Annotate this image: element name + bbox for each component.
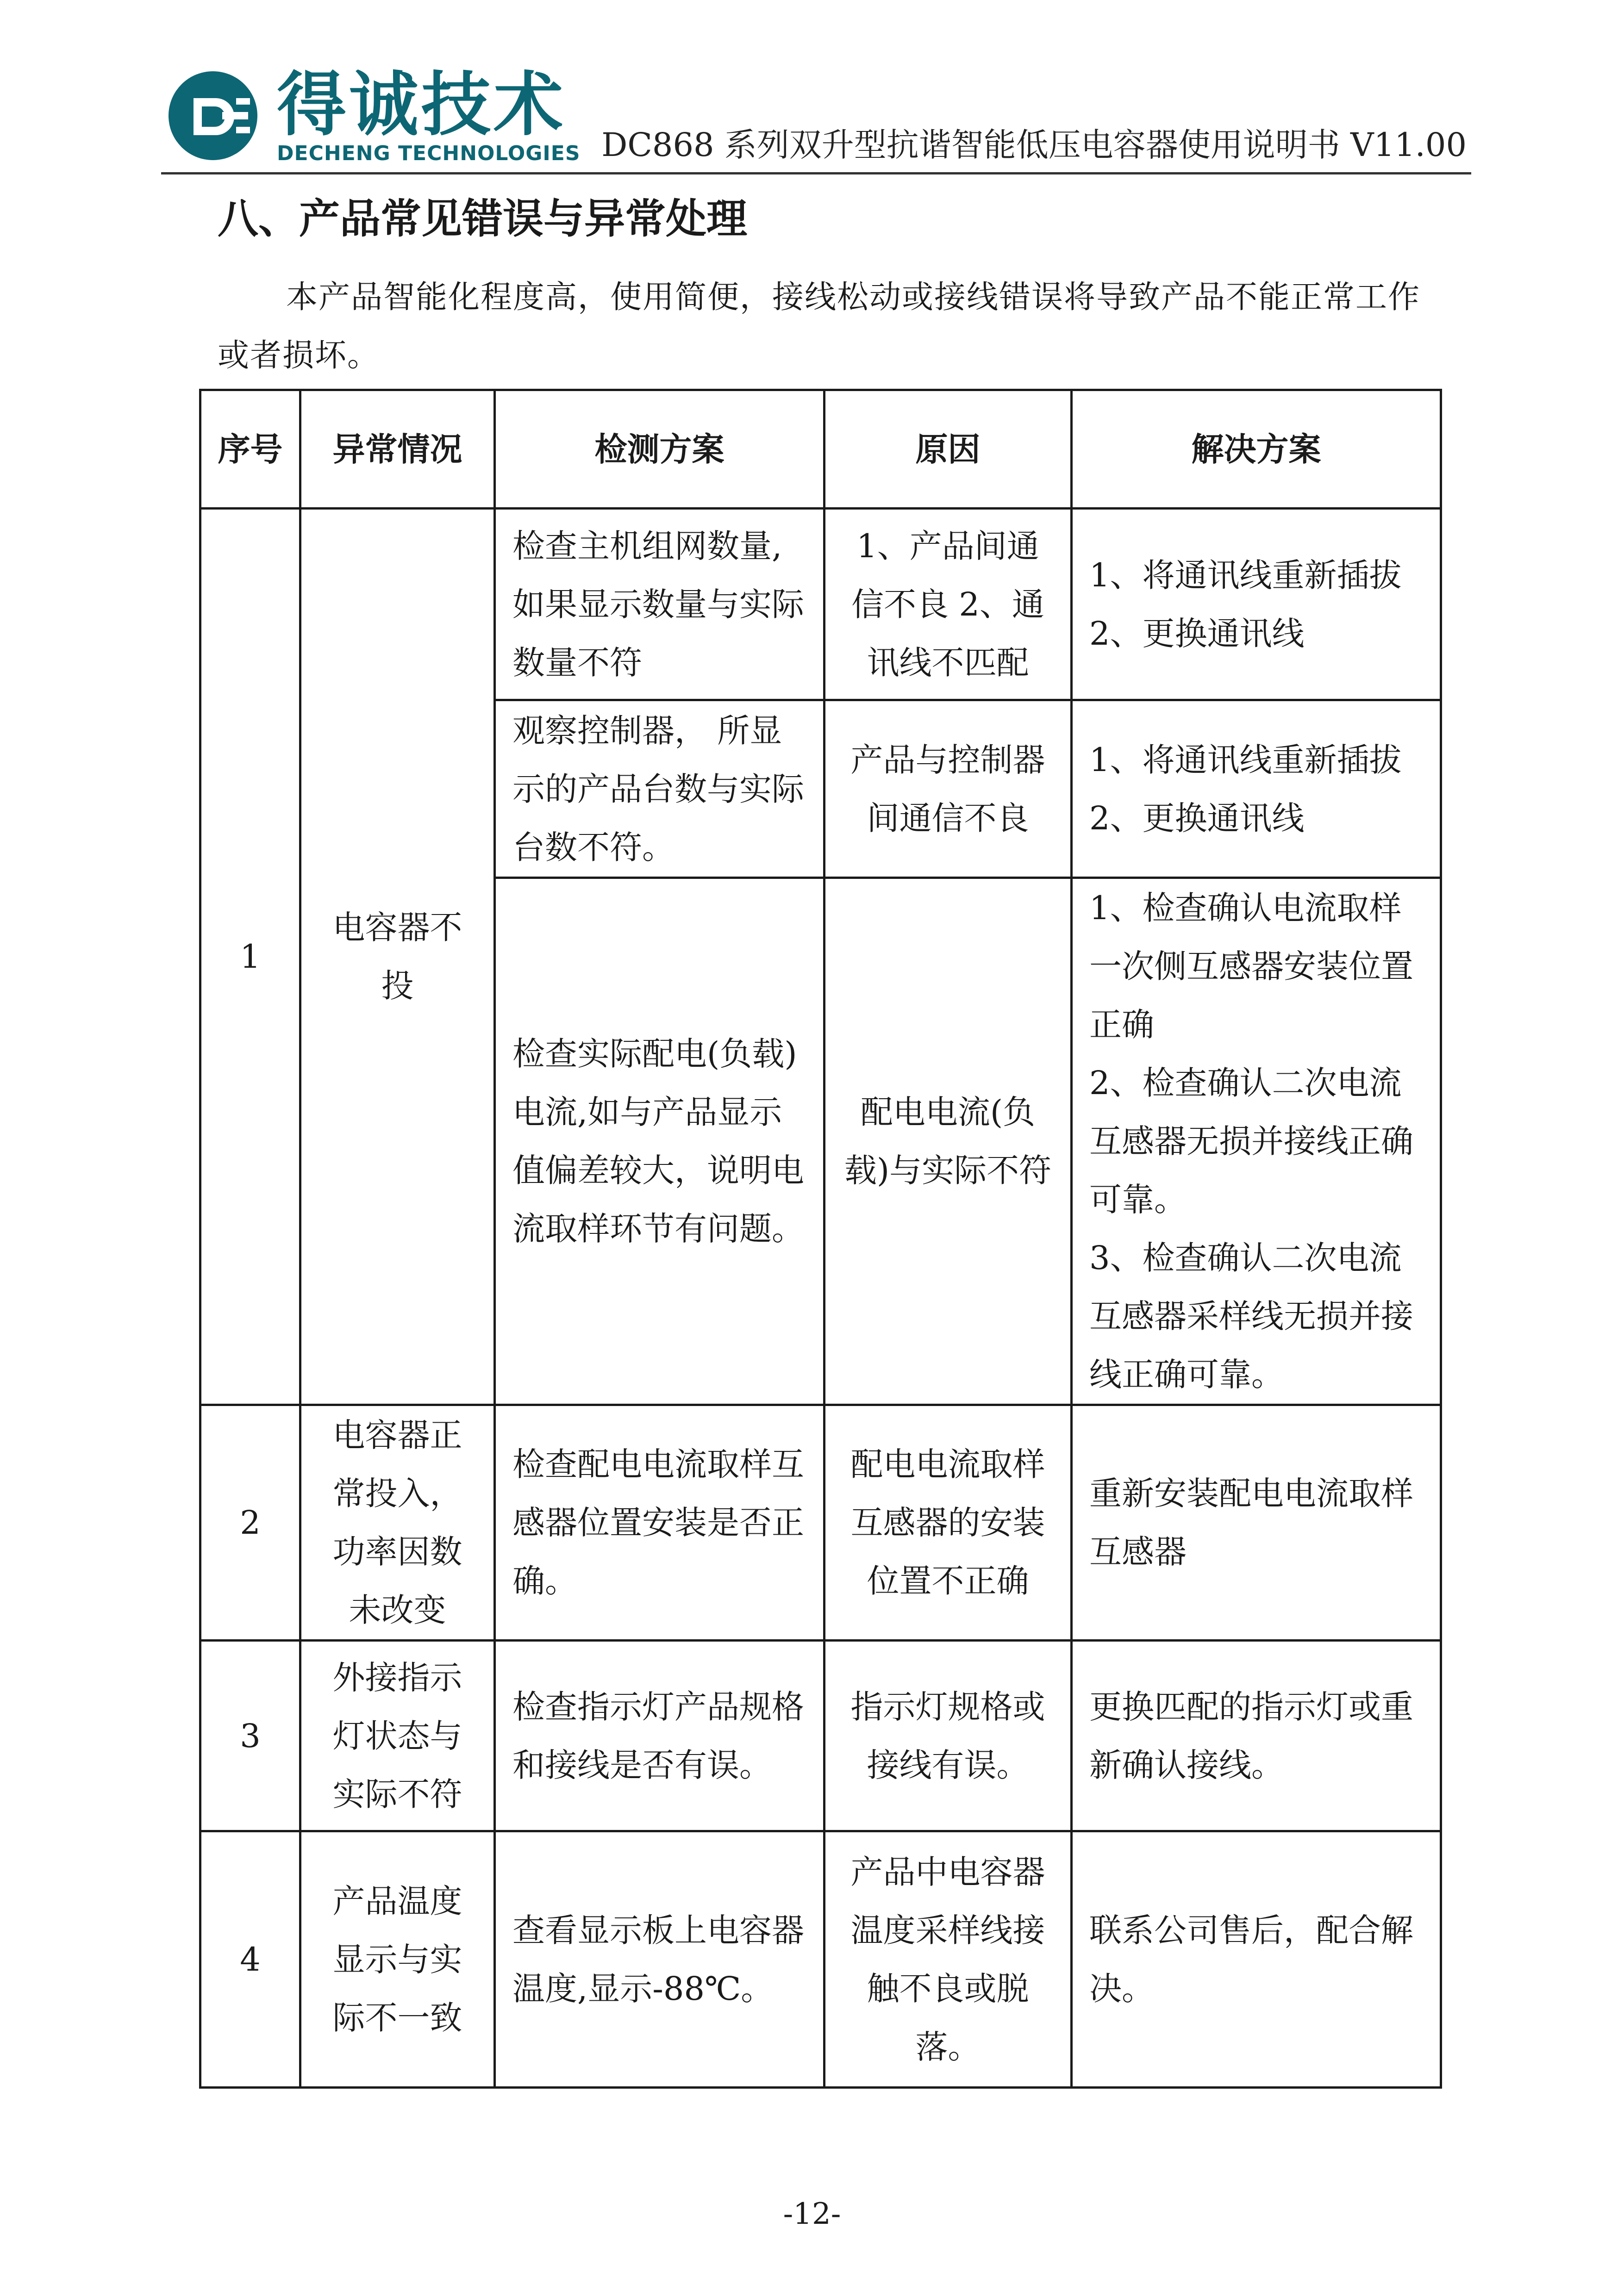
row-detect: 查看显示板上电容器温度,显示-88℃。 xyxy=(495,1831,824,2088)
row-detect: 检查配电电流取样互感器位置安装是否正确。 xyxy=(495,1405,824,1641)
row-cause: 产品与控制器间通信不良 xyxy=(824,700,1072,878)
row-detect: 检查实际配电(负载)电流,如与产品显示值偏差较大，说明电流取样环节有问题。 xyxy=(495,878,824,1405)
header-symptom: 异常情况 xyxy=(300,390,495,509)
solution-line: 2、更换通讯线 xyxy=(1089,614,1305,653)
header-seq: 序号 xyxy=(200,390,300,509)
row-seq: 2 xyxy=(200,1405,300,1641)
header-divider xyxy=(161,172,1471,174)
solution-line: 2、检查确认二次电流互感器无损并接线正确可靠。 xyxy=(1089,1064,1413,1219)
table-row xyxy=(200,509,1441,700)
solution-line: 1、将通讯线重新插拔 xyxy=(1089,556,1402,594)
row-symptom: 电容器正常投入，功率因数未改变 xyxy=(300,1405,495,1641)
solution-line: 1、将通讯线重新插拔 xyxy=(1089,740,1402,779)
row-cause: 配电电流取样互感器的安装位置不正确 xyxy=(824,1405,1072,1641)
row-cause: 1、产品间通信不良 2、通讯线不匹配 xyxy=(824,509,1072,700)
decheng-logo-icon xyxy=(167,69,259,162)
row-symptom: 电容器不投 xyxy=(300,509,495,1405)
row-symptom: 外接指示灯状态与实际不符 xyxy=(300,1641,495,1831)
table-row xyxy=(200,1641,1441,1831)
table-row xyxy=(200,1405,1441,1641)
solution-line: 3、检查确认二次电流互感器采样线无损并接线正确可靠。 xyxy=(1089,1239,1413,1394)
row-cause: 产品中电容器温度采样线接触不良或脱落。 xyxy=(824,1831,1072,2088)
row-seq: 3 xyxy=(200,1641,300,1831)
row-detect: 检查主机组网数量,如果显示数量与实际数量不符 xyxy=(495,509,824,700)
row-cause: 指示灯规格或接线有误。 xyxy=(824,1641,1072,1831)
row-solution: 重新安装配电电流取样互感器 xyxy=(1072,1405,1441,1641)
row-solution xyxy=(1072,509,1441,700)
header-detect: 检测方案 xyxy=(495,390,824,509)
table-row xyxy=(200,1831,1441,2088)
intro-paragraph: 本产品智能化程度高，使用简便，接线松动或接线错误将导致产品不能正常工作或者损坏。 xyxy=(218,279,1421,374)
section-heading: 八、产品常见错误与异常处理 xyxy=(218,195,748,243)
row-seq: 4 xyxy=(200,1831,300,2088)
table-header-row xyxy=(200,390,1441,509)
page-number: -12- xyxy=(783,2197,841,2231)
row-symptom: 产品温度显示与实际不一致 xyxy=(300,1831,495,2088)
solution-line: 1、检查确认电流取样一次侧互感器安装位置正确 xyxy=(1089,889,1413,1044)
header-solution: 解决方案 xyxy=(1072,390,1441,509)
row-solution xyxy=(1072,700,1441,878)
solution-line: 2、更换通讯线 xyxy=(1089,799,1305,837)
row-solution: 联系公司售后，配合解决。 xyxy=(1072,1831,1441,2088)
brand-name-en: DECHENG TECHNOLOGIES xyxy=(277,142,581,165)
error-handling-table xyxy=(199,389,1442,2089)
header-cause: 原因 xyxy=(824,390,1072,509)
row-detect: 观察控制器， 所显示的产品台数与实际台数不符。 xyxy=(495,700,824,878)
brand-name-cn: 得诚技术 xyxy=(277,65,566,145)
page-header xyxy=(161,60,1471,176)
row-detect: 检查指示灯产品规格和接线是否有误。 xyxy=(495,1641,824,1831)
row-solution: 更换匹配的指示灯或重新确认接线。 xyxy=(1072,1641,1441,1831)
document-title: DC868 系列双升型抗谐智能低压电容器使用说明书 V11.00 xyxy=(601,126,1467,164)
row-solution xyxy=(1072,878,1441,1405)
row-cause: 配电电流(负载)与实际不符 xyxy=(824,878,1072,1405)
row-seq: 1 xyxy=(200,509,300,1405)
